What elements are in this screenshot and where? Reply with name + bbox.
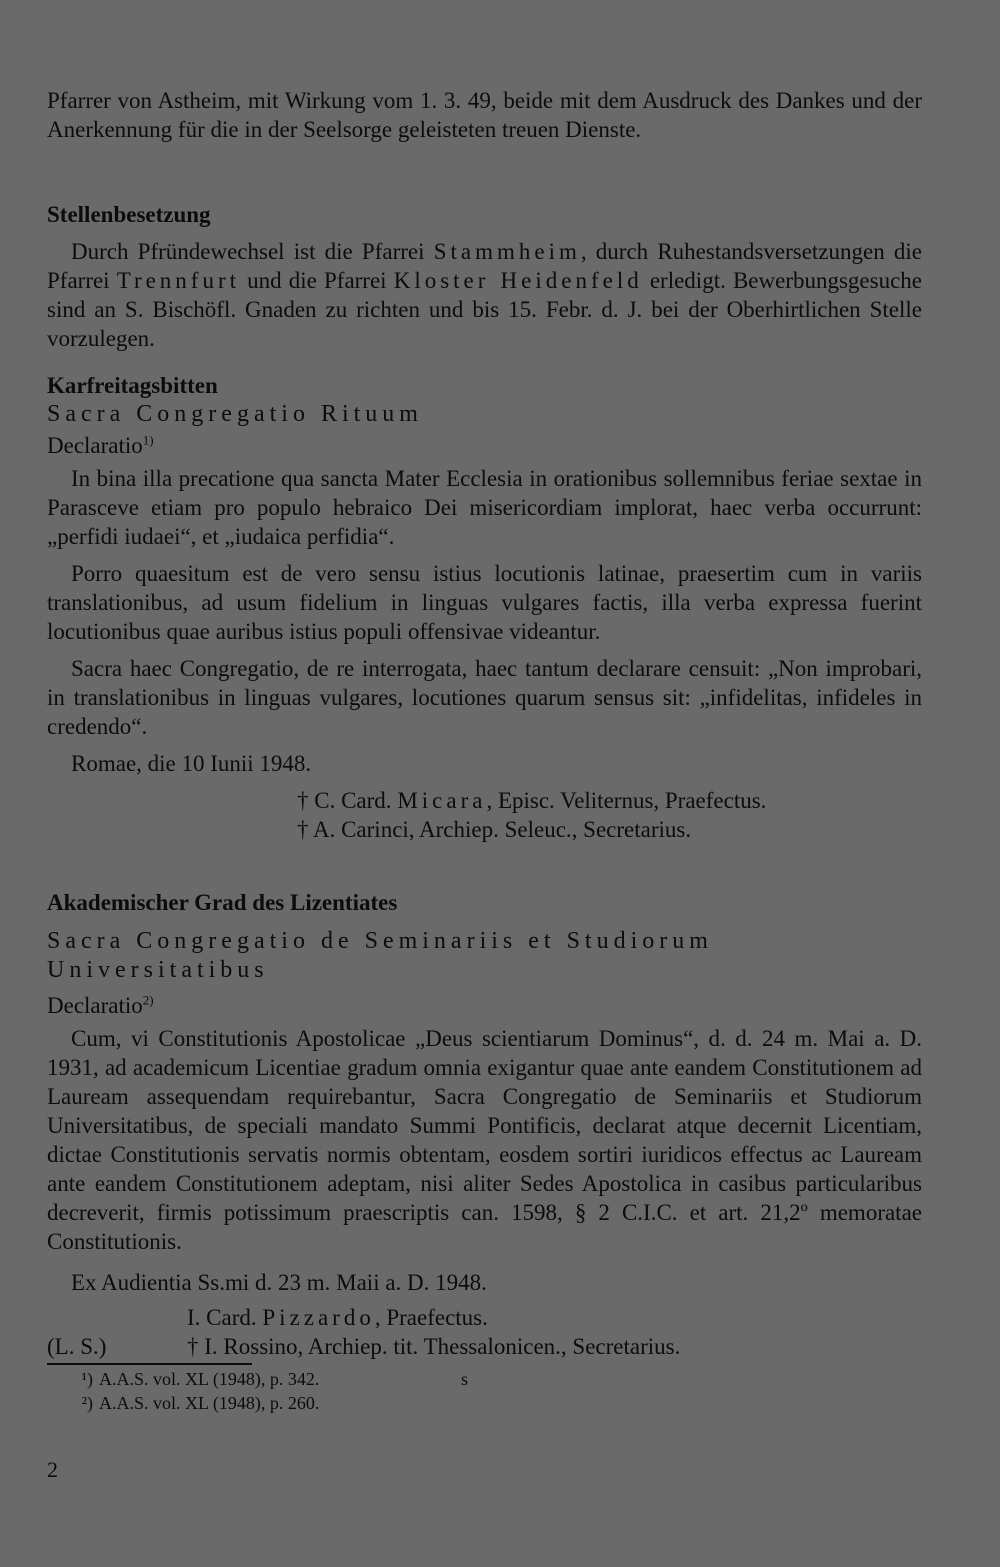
text-run: † C. Card. [297, 788, 392, 813]
page-number: 2 [47, 1457, 58, 1482]
congregation-title: Sacra Congregatio de Seminariis et Studiorum [47, 928, 713, 954]
place-name: Trennfurt [116, 268, 241, 293]
section-heading: Karfreitagsbitten [47, 373, 218, 398]
text-run: I. Card. [187, 1305, 257, 1330]
place-name: Stammheim [433, 239, 581, 264]
signature-line [47, 786, 922, 815]
text-run: Durch Pfründewechsel ist die Pfarrei [71, 239, 425, 264]
intro-paragraph: Pfarrer von Astheim, mit Wirkung vom 1. 3. 49, beide mit dem Ausdruck des Dankes und der Anerkennung für die in der Seelsorge geleisteten treuen Dienste. [47, 88, 922, 142]
declaratio-title [47, 991, 922, 1020]
footnote-rule [47, 1363, 252, 1365]
footnote-mark: ²) [81, 1393, 93, 1413]
text-run: und die Pfarrei [247, 268, 387, 293]
declaratio-label: Declaratio [47, 993, 143, 1018]
declaratio-label: Declaratio [47, 433, 143, 458]
seal-mark: (L. S.) [47, 1334, 107, 1359]
footnote-text: A.A.S. vol. XL (1948), p. 260. [99, 1393, 320, 1413]
text-run: erledigt. Bewerbungsgesuche sind an S. Bischöfl. Gnaden zu richten und bis 15. Febr. d. J. bei der Oberhirtlichen Stelle vorzulegen. [47, 268, 923, 351]
text-run: , Episc. Veliternus, Praefectus. [486, 788, 767, 813]
footnote-mark: ¹) [81, 1369, 93, 1389]
congregation-title: Sacra Congregatio Rituum [47, 401, 423, 427]
declaratio-title [47, 431, 922, 460]
text-run: , Praefectus. [374, 1305, 488, 1330]
footnote-ref: 1) [142, 432, 154, 448]
section-heading: Stellenbesetzung [47, 202, 211, 227]
body-paragraph: Cum, vi Constitutionis Apostolicae „Deus scientiarum Dominus“, d. d. 24 m. Mai a. D. 1931, ad academicum Licentiae gradum omnia exigantur quae ante eandem Constitutionem ad Lauream assequendam requirebantur, Sacra Congregatio de Seminariis et Studiorum Universitatibus, de speciali mandato Summi Pontificis, declarat atque decernit Licentiam, dictae Constitutionis servatis normis obtentam, eosdem sortiri iuridicos effectus ac Lauream ante eandem Constitutionem adeptam, nisi aliter Sedes Apostolica in casibus particularibus decreverit, firmis potissimum praescriptis can. 1598, § 2 C.I.C. et art. 21,2º memoratae Constitutionis. [47, 1026, 922, 1254]
body-paragraph: Porro quaesitum est de vero sensu istius locutionis latinae, praesertim cum in variis translationibus, ad usum fidelium in linguas vulgares factis, illa verba expressa fuerint locutionibus quae auribus istius populi offensivae videantur. [47, 561, 922, 644]
seal-signature-row [47, 1332, 922, 1361]
stellenbesetzung-paragraph [47, 237, 922, 353]
body-paragraph: In bina illa precatione qua sancta Mater Ecclesia in orationibus sollemnibus feriae sextae in Parasceve etiam pro populo hebraico Dei misericordiam implorat, haec verba occurrunt: „perfidi iudaei“, et „iudaica perfidia“. [47, 466, 922, 549]
congregation-title-line2: Universitatibus [47, 957, 269, 983]
signature-line [47, 1303, 922, 1332]
body-paragraph: Sacra haec Congregatio, de re interrogata, haec tantum declarare censuit: „Non improbari, in translationibus in linguas vulgares, locutiones quarum sensus sit: „infidelitas, infideles in credendo“. [47, 656, 922, 739]
audientia-line: Ex Audientia Ss.mi d. 23 m. Maii a. D. 1948. [71, 1270, 487, 1295]
footnote [47, 1391, 922, 1415]
footnote-ref: 2) [142, 992, 154, 1008]
footnote-extra: s [461, 1369, 469, 1389]
lizentiat-section [47, 888, 922, 1415]
stellenbesetzung-section [47, 200, 922, 353]
section-heading: Akademischer Grad des Lizentiates [47, 890, 398, 915]
signature-line: † I. Rossino, Archiep. tit. Thessalonicen., Secretarius. [187, 1334, 681, 1359]
karfreitagsbitten-section [47, 371, 922, 844]
footnote-text: A.A.S. vol. XL (1948), p. 342. [99, 1369, 320, 1389]
footnote [47, 1367, 922, 1391]
place-name: Kloster Heidenfeld [393, 268, 643, 293]
signature-line: † A. Carinci, Archiep. Seleuc., Secretarius. [297, 817, 692, 842]
intro-section [47, 86, 922, 144]
footnotes [47, 1367, 922, 1415]
signatory-name: Pizzardo [262, 1305, 375, 1330]
date-line: Romae, die 10 Iunii 1948. [71, 751, 312, 776]
text-run: , durch Ruhestandsversetzungen die Pfarrei [47, 239, 922, 293]
signatory-name: Micara [397, 788, 487, 813]
